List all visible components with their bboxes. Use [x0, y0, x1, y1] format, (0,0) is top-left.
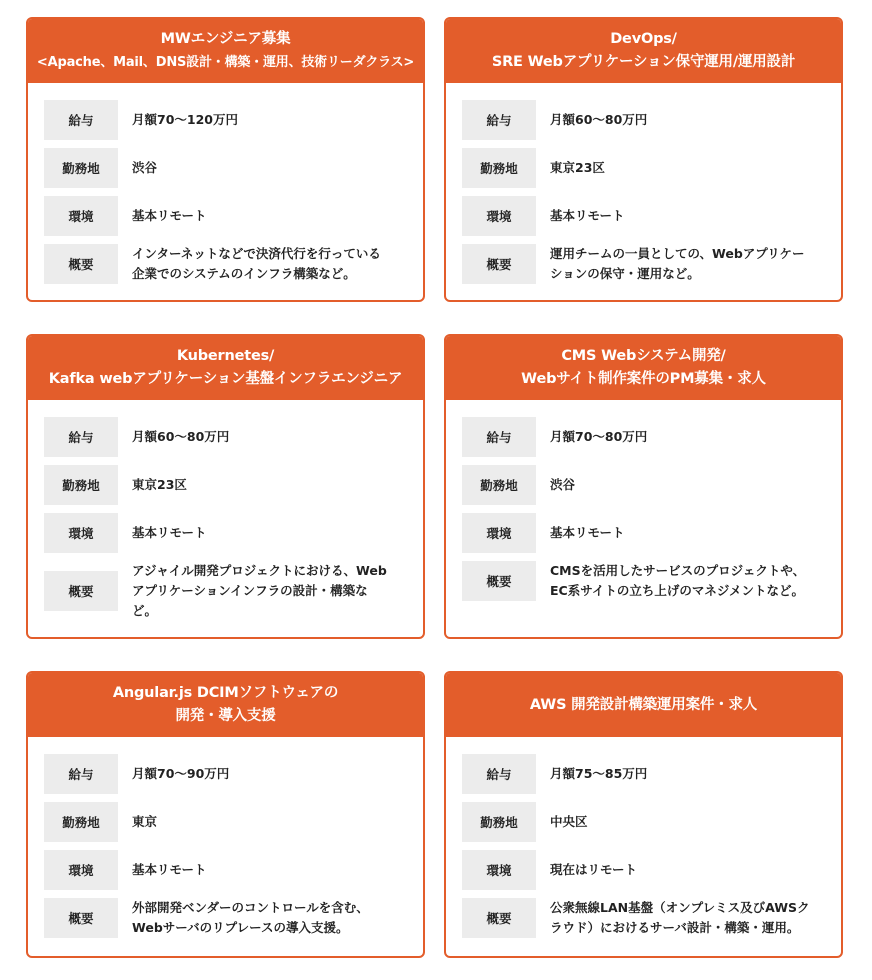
location-label: 勤務地	[462, 148, 536, 188]
job-title: DevOps/	[610, 31, 677, 47]
environment-label: 環境	[462, 850, 536, 890]
location-label: 勤務地	[44, 465, 118, 505]
environment-label: 環境	[44, 196, 118, 236]
job-subtitle: 開発・導入支援	[175, 708, 276, 724]
job-card-header	[446, 673, 841, 737]
salary-value: 月額60〜80万円	[132, 429, 230, 444]
location-row	[462, 148, 841, 188]
environment-row	[44, 513, 423, 553]
job-title: Angular.js DCIMソフトウェアの	[112, 685, 339, 701]
environment-value: 現在はリモート	[550, 862, 638, 877]
environment-value: 基本リモート	[132, 208, 207, 223]
salary-row	[462, 100, 841, 140]
summary-label: 概要	[44, 898, 118, 938]
location-row	[462, 802, 841, 842]
job-title: AWS 開発設計構築運用案件・求人	[529, 696, 758, 713]
job-card-header	[28, 336, 423, 400]
job-card-header	[28, 673, 423, 737]
salary-row	[44, 417, 423, 457]
summary-value	[536, 898, 820, 938]
job-details	[446, 83, 841, 284]
summary-line: EC系サイトの立ち上げのマネジメントなど。	[550, 583, 804, 598]
summary-line: 外部開発ベンダーのコントロールを含む、	[132, 900, 369, 915]
job-card-header	[446, 19, 841, 83]
environment-value: 基本リモート	[132, 862, 207, 877]
job-subtitle: <Apache、Mail、DNS設計・構築・運用、技術リーダクラス>	[36, 55, 415, 70]
job-details	[446, 400, 841, 601]
salary-label: 給与	[462, 417, 536, 457]
location-label: 勤務地	[462, 465, 536, 505]
environment-label: 環境	[462, 196, 536, 236]
job-card[interactable]	[26, 334, 425, 639]
summary-line: アジャイル開発プロジェクトにおける、Web	[132, 563, 387, 578]
job-details	[446, 737, 841, 938]
location-label: 勤務地	[462, 802, 536, 842]
location-row	[44, 465, 423, 505]
salary-value: 月額60〜80万円	[550, 112, 648, 127]
summary-value	[118, 898, 402, 938]
job-card-header	[446, 336, 841, 400]
summary-line: 運用チームの一員としての、Webアプリケー	[550, 246, 805, 261]
job-card-header	[28, 19, 423, 83]
location-value: 渋谷	[132, 160, 158, 175]
summary-line: ど。	[132, 603, 158, 618]
salary-row	[462, 754, 841, 794]
summary-value	[536, 561, 820, 601]
salary-value: 月額70〜90万円	[132, 766, 230, 781]
summary-row	[462, 898, 841, 938]
location-row	[44, 148, 423, 188]
job-details	[28, 400, 423, 621]
job-subtitle: Kafka webアプリケーション基盤インフラエンジニア	[48, 371, 403, 387]
salary-label: 給与	[462, 100, 536, 140]
summary-value	[536, 244, 820, 284]
environment-row	[462, 850, 841, 890]
job-title: Kubernetes/	[176, 348, 275, 364]
location-row	[462, 465, 841, 505]
summary-row	[44, 561, 423, 621]
job-title: CMS Webシステム開発/	[561, 348, 726, 364]
location-value: 東京23区	[550, 160, 605, 175]
salary-value: 月額75〜85万円	[550, 766, 648, 781]
summary-row	[462, 561, 841, 601]
summary-row	[462, 244, 841, 284]
job-details	[28, 737, 423, 938]
summary-label: 概要	[462, 898, 536, 938]
summary-value	[118, 561, 402, 621]
salary-row	[44, 754, 423, 794]
environment-label: 環境	[44, 850, 118, 890]
summary-label: 概要	[44, 571, 118, 611]
location-row	[44, 802, 423, 842]
summary-line: CMSを活用したサービスのプロジェクトや、	[550, 563, 806, 578]
environment-value: 基本リモート	[550, 525, 625, 540]
location-value: 中央区	[550, 814, 588, 829]
salary-value: 月額70〜120万円	[132, 112, 238, 127]
salary-value: 月額70〜80万円	[550, 429, 648, 444]
job-card[interactable]	[26, 671, 425, 958]
summary-line: ラウド）におけるサーバ設計・構築・運用。	[550, 920, 800, 935]
summary-line: ションの保守・運用など。	[550, 266, 700, 281]
job-card[interactable]	[444, 671, 843, 958]
job-card[interactable]	[444, 334, 843, 639]
summary-label: 概要	[462, 561, 536, 601]
job-subtitle: SRE Webアプリケーション保守運用/運用設計	[491, 54, 796, 70]
summary-line: インターネットなどで決済代行を行っている	[132, 246, 381, 261]
environment-row	[44, 196, 423, 236]
salary-label: 給与	[44, 417, 118, 457]
job-card[interactable]	[444, 17, 843, 302]
environment-label: 環境	[462, 513, 536, 553]
salary-row	[462, 417, 841, 457]
summary-line: 公衆無線LAN基盤（オンプレミス及びAWSク	[550, 900, 810, 915]
job-title: MWエンジニア募集	[160, 31, 291, 47]
summary-line: アプリケーションインフラの設計・構築な	[132, 583, 368, 598]
salary-row	[44, 100, 423, 140]
salary-label: 給与	[44, 100, 118, 140]
summary-row	[44, 898, 423, 938]
summary-label: 概要	[44, 244, 118, 284]
salary-label: 給与	[44, 754, 118, 794]
salary-label: 給与	[462, 754, 536, 794]
summary-label: 概要	[462, 244, 536, 284]
location-value: 渋谷	[550, 477, 576, 492]
summary-line: 企業でのシステムのインフラ構築など。	[132, 266, 356, 281]
summary-row	[44, 244, 423, 284]
environment-row	[462, 513, 841, 553]
summary-value	[118, 244, 402, 284]
location-label: 勤務地	[44, 148, 118, 188]
location-label: 勤務地	[44, 802, 118, 842]
environment-row	[44, 850, 423, 890]
job-subtitle: Webサイト制作案件のPM募集・求人	[521, 371, 766, 387]
environment-row	[462, 196, 841, 236]
environment-value: 基本リモート	[132, 525, 207, 540]
job-card[interactable]	[26, 17, 425, 302]
environment-value: 基本リモート	[550, 208, 625, 223]
location-value: 東京	[132, 814, 158, 829]
environment-label: 環境	[44, 513, 118, 553]
location-value: 東京23区	[132, 477, 187, 492]
job-details	[28, 83, 423, 284]
summary-line: Webサーバのリプレースの導入支援。	[132, 920, 349, 935]
